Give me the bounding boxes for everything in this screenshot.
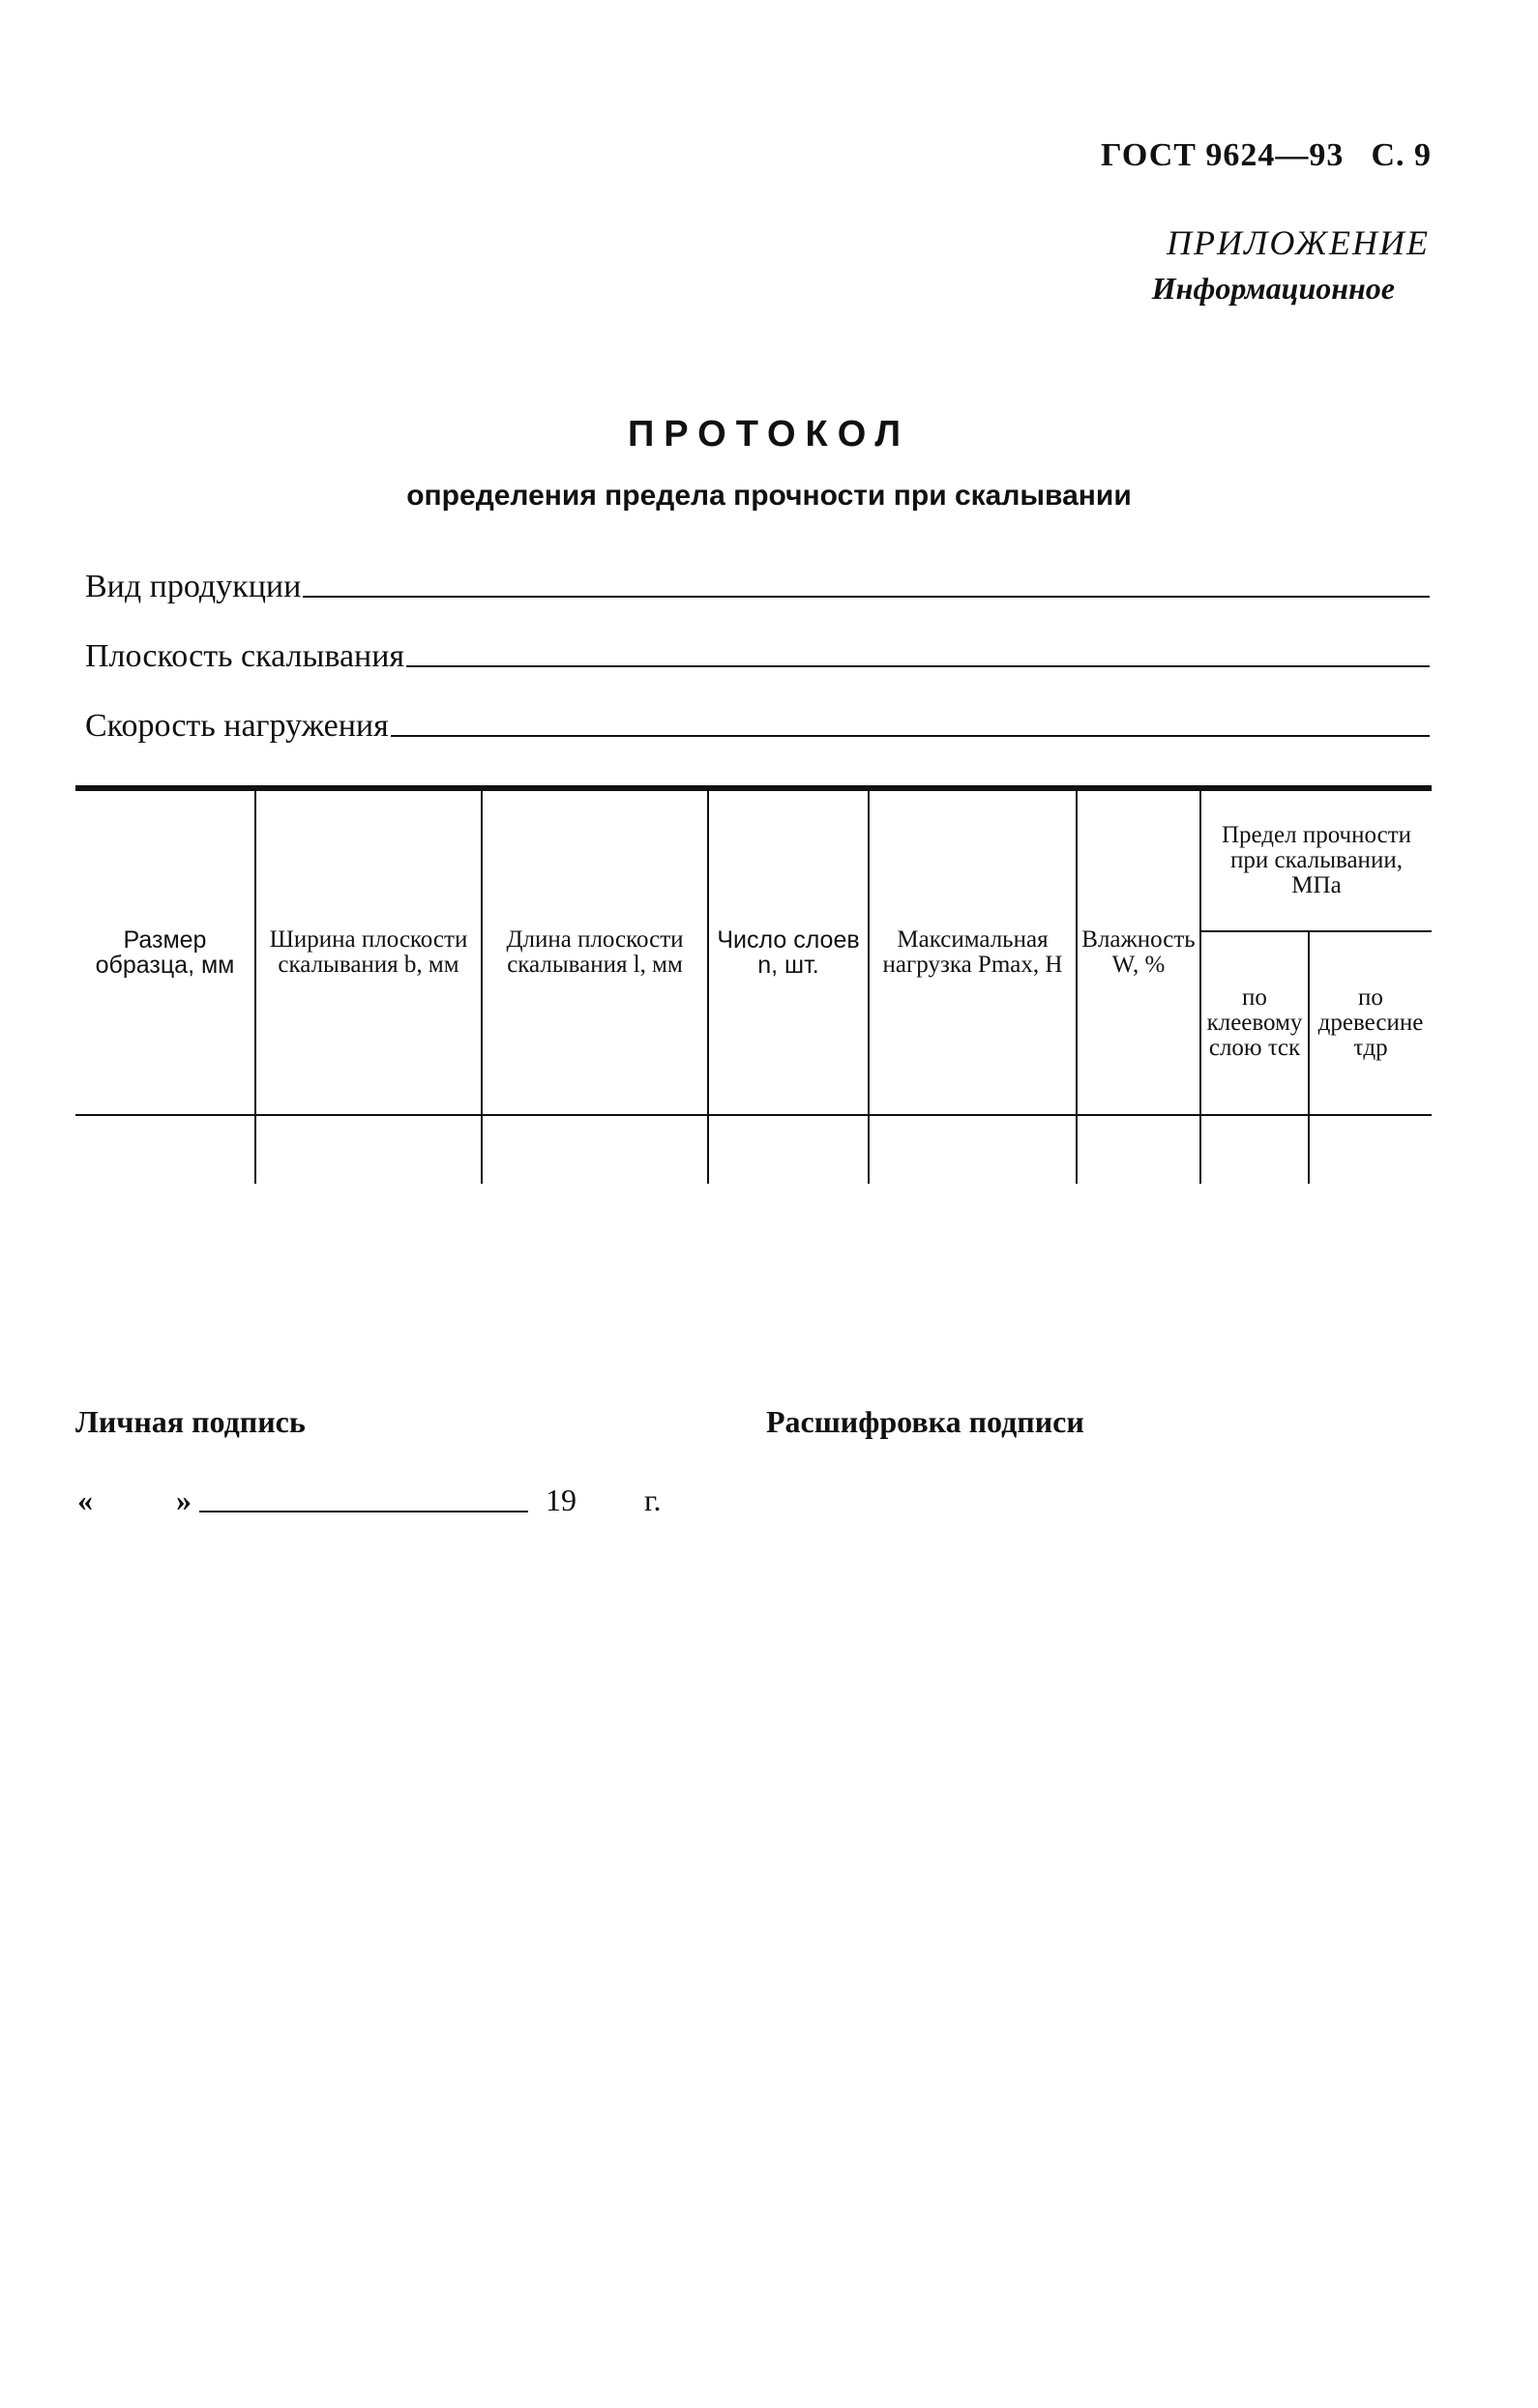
document-title: ПРОТОКОЛ [627, 414, 910, 455]
col-glue-layer: по клеевому слою τск [1200, 931, 1309, 1115]
col-moisture: Влажность W, % [1077, 788, 1200, 1115]
standard-number: ГОСТ 9624—93 [1101, 137, 1345, 173]
date-line [77, 1480, 662, 1518]
field-label: Вид продукции [85, 569, 302, 604]
table-cell[interactable] [482, 1115, 708, 1184]
col-wood: по древесине τдр [1309, 931, 1432, 1115]
fill-in-line[interactable] [391, 734, 1430, 737]
col-shear-length: Длина плоскости скалывания l, мм [482, 788, 708, 1115]
personal-signature-label: Личная подпись [75, 1404, 306, 1439]
field-label: Скорость нагружения [85, 708, 389, 744]
results-table [75, 785, 1432, 1184]
signature-decoding-label: Расшифровка подписи [766, 1404, 1084, 1439]
fill-in-line[interactable] [406, 664, 1430, 667]
year-suffix: г. [644, 1483, 662, 1517]
table-cell[interactable] [255, 1115, 482, 1184]
field-loading-rate [85, 696, 1430, 743]
col-group-strength: Предел прочности при скалывании, МПа [1200, 788, 1432, 931]
year-prefix: 19 [546, 1483, 577, 1517]
table-cell[interactable] [869, 1115, 1077, 1184]
appendix-subtitle: Информационное [1151, 271, 1395, 306]
table-cell[interactable] [1077, 1115, 1200, 1184]
document-subtitle: определения предела прочности при скалывании [406, 480, 1132, 512]
col-max-load: Максимальная нагрузка Pmax, Н [869, 788, 1077, 1115]
page-header [1101, 137, 1432, 174]
quote-open: « [77, 1483, 93, 1517]
table-cell[interactable] [708, 1115, 869, 1184]
quote-close: » [176, 1483, 192, 1517]
table-cell[interactable] [1309, 1115, 1432, 1184]
table-row [75, 1115, 1432, 1184]
col-shear-width: Ширина плоскости скалывания b, мм [255, 788, 482, 1115]
col-layer-count: Число слоев n, шт. [708, 788, 869, 1115]
field-shear-plane [85, 627, 1430, 673]
fill-in-line[interactable] [303, 595, 1430, 598]
table-cell[interactable] [1200, 1115, 1309, 1184]
field-label: Плоскость скалывания [85, 638, 405, 674]
table-header-row [75, 788, 1432, 931]
col-sample-size: Размер образца, мм [75, 788, 255, 1115]
table-cell[interactable] [75, 1115, 255, 1184]
date-fill-line[interactable] [199, 1510, 528, 1512]
appendix-title: ПРИЛОЖЕНИЕ [1167, 223, 1430, 262]
field-product-type [85, 557, 1430, 603]
page-number: С. 9 [1371, 137, 1432, 173]
